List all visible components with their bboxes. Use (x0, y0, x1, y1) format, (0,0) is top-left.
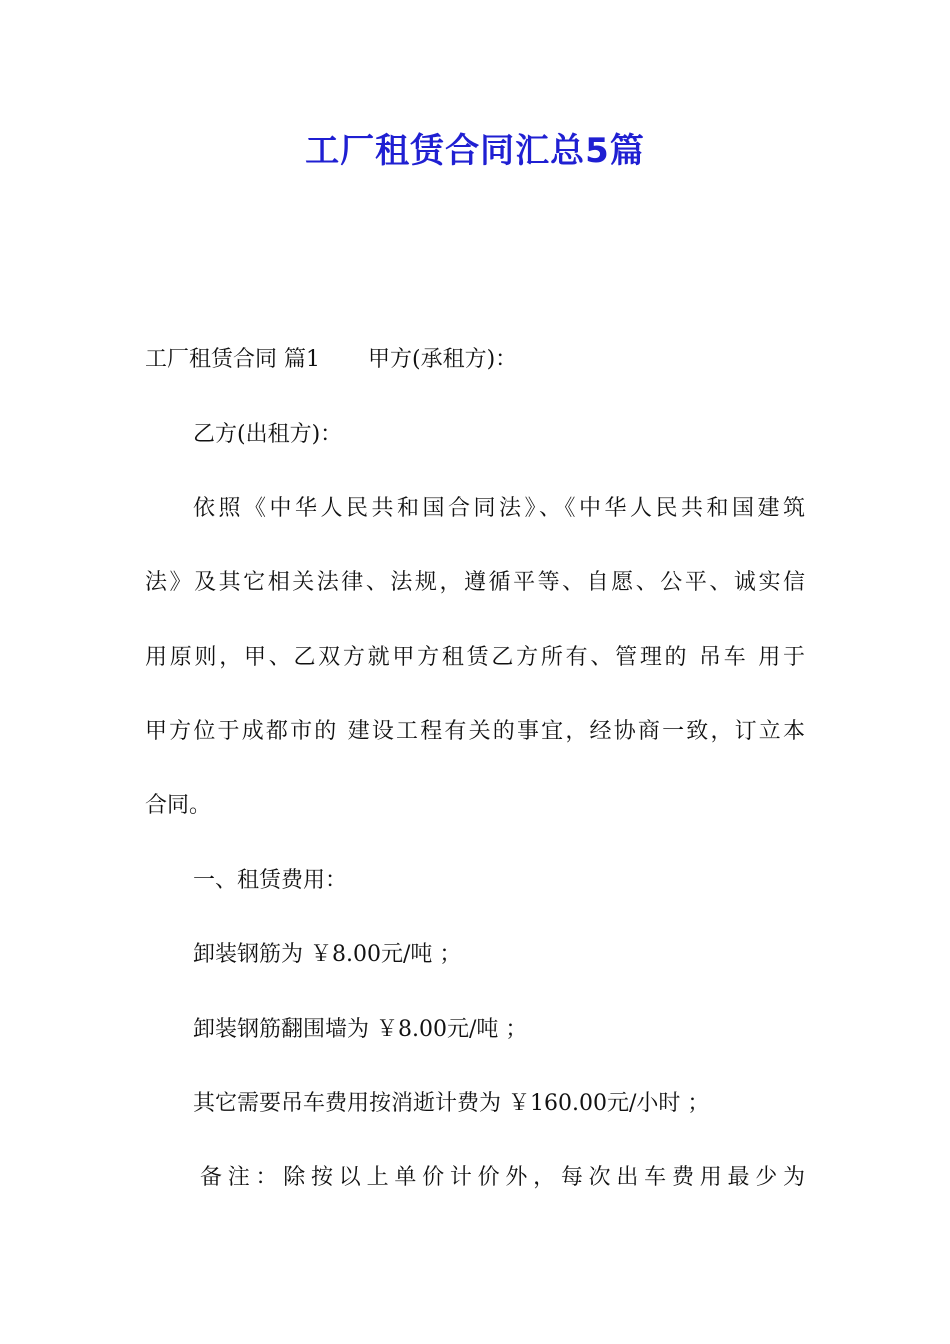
party-a-label: 甲方(承租方)： (368, 347, 518, 372)
note-line: 备注：除按以上单价计价外，每次出车费用最少为 (200, 1165, 805, 1190)
section-heading: 一、租赁费用： (193, 868, 348, 893)
fee-item: 其它需要吊车费用按消逝计费为 ￥160.00元/小时 ； (193, 1091, 710, 1116)
fee-item: 卸装钢筋为 ￥8.00元/吨 ； (193, 942, 462, 967)
intro-paragraph-line: 依照《中华人民共和国合同法》、《中华人民共和国建筑 (193, 496, 805, 521)
document-title: 工厂租赁合同汇总5篇 (305, 131, 645, 171)
fee-item: 卸装钢筋翻围墙为 ￥8.00元/吨 ； (193, 1017, 528, 1042)
contract-heading-label: 工厂租赁合同 篇1 (145, 347, 320, 372)
intro-paragraph-line: 合同。 (145, 793, 212, 818)
contract-heading-line (145, 345, 517, 375)
intro-paragraph-line: 法》及其它相关法律、法规，遵循平等、自愿、公平、诚实信 (145, 570, 805, 595)
intro-paragraph-line: 甲方位于成都市的 建设工程有关的事宜，经协商一致，订立本 (145, 719, 805, 744)
party-b-label: 乙方(出租方)： (193, 422, 343, 447)
intro-paragraph-line: 用原则，甲、乙双方就甲方租赁乙方所有、管理的 吊车 用于 (145, 645, 805, 670)
